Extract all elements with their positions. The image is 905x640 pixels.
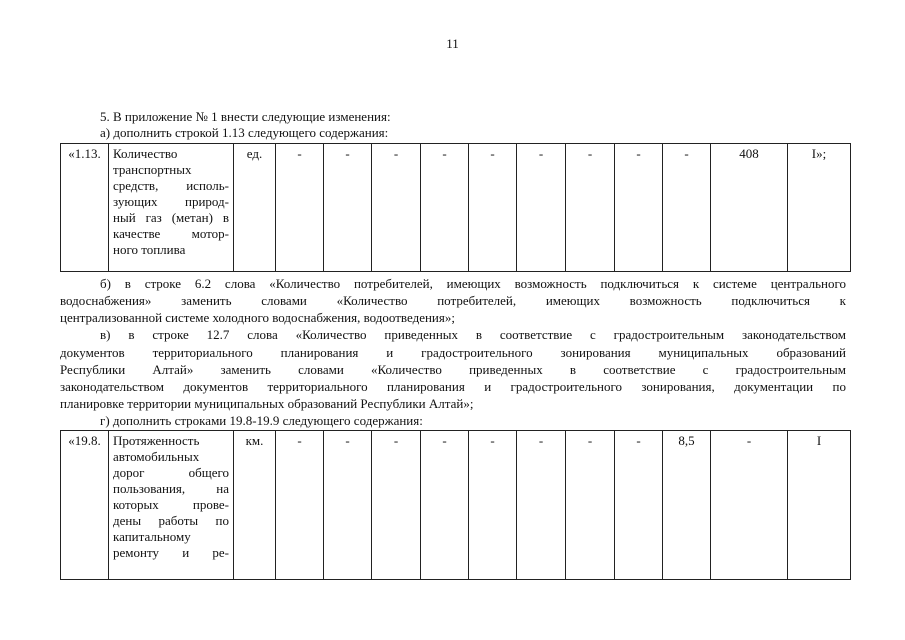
paragraph-b-line-1: б) в строке 6.2 слова «Количество потребителей, имеющих возможность подключиться к системе центрального [100, 276, 846, 291]
value-cell: - [421, 144, 469, 272]
item-g-text: г) дополнить строками 19.8-19.9 следующего содержания: [100, 413, 423, 428]
page-number: 11 [446, 36, 459, 51]
value-cell: - [615, 144, 663, 272]
value-cell: - [372, 144, 421, 272]
paragraph-c-line-1: в) в строке 12.7 слова «Количество приведенных в соответствие с градостроительным законодательством [100, 327, 846, 342]
target-value-cell: 408 [711, 144, 788, 272]
row-number: «19.8. [61, 431, 109, 580]
paragraph-c-line-2: документов территориального планирования и градостроительного зонирования муниципальных образований [60, 345, 846, 360]
value-cell: - [324, 144, 372, 272]
value-cell: - [517, 144, 566, 272]
last-cell: I»; [788, 144, 851, 272]
paragraph-b-line-3: централизованной системе холодного водоснабжения, водоотведения»; [60, 310, 455, 325]
value-cell: - [469, 144, 517, 272]
value-cell: - [324, 431, 372, 580]
row-number: «1.13. [61, 144, 109, 272]
item-5-heading: 5. В приложение № 1 внести следующие изменения: [100, 109, 391, 124]
paragraph-c-line-5: планировке территории муниципальных образований Республики Алтай»; [60, 396, 474, 411]
value-cell: - [469, 431, 517, 580]
value-cell: - [372, 431, 421, 580]
value-cell: - [421, 431, 469, 580]
target-value-cell: - [711, 431, 788, 580]
value-cell: - [615, 431, 663, 580]
unit-cell: км. [234, 431, 276, 580]
value-cell: - [663, 144, 711, 272]
value-cell: - [517, 431, 566, 580]
indicator-name: Количество транспортных средств, исполь- зующих природ- ный газ (метан) в качестве мотор- ного топлива [109, 144, 234, 272]
indicator-name: Протяженность автомобильных дорог общего пользования, на которых прове- дены работы по капитальному ремонту и ре- [109, 431, 234, 580]
value-cell: - [276, 431, 324, 580]
table-row-19-8 [60, 430, 851, 580]
value-cell: - [276, 144, 324, 272]
value-cell: - [566, 431, 615, 580]
unit-cell: ед. [234, 144, 276, 272]
paragraph-b-line-2: водоснабжения» заменить словами «Количество потребителей, имеющих возможность подключиться к [60, 293, 846, 308]
item-a-text: а) дополнить строкой 1.13 следующего содержания: [100, 125, 389, 140]
paragraph-c-line-3: Республики Алтай» заменить словами «Количество приведенных в соответствие с градостроительным [60, 362, 846, 377]
paragraph-c-line-4: законодательством документов территориального планирования и градостроительного зонирования, документации по [60, 379, 846, 394]
value-cell: - [566, 144, 615, 272]
table-row-1-13 [60, 143, 851, 272]
value-cell: 8,5 [663, 431, 711, 580]
last-cell: I [788, 431, 851, 580]
